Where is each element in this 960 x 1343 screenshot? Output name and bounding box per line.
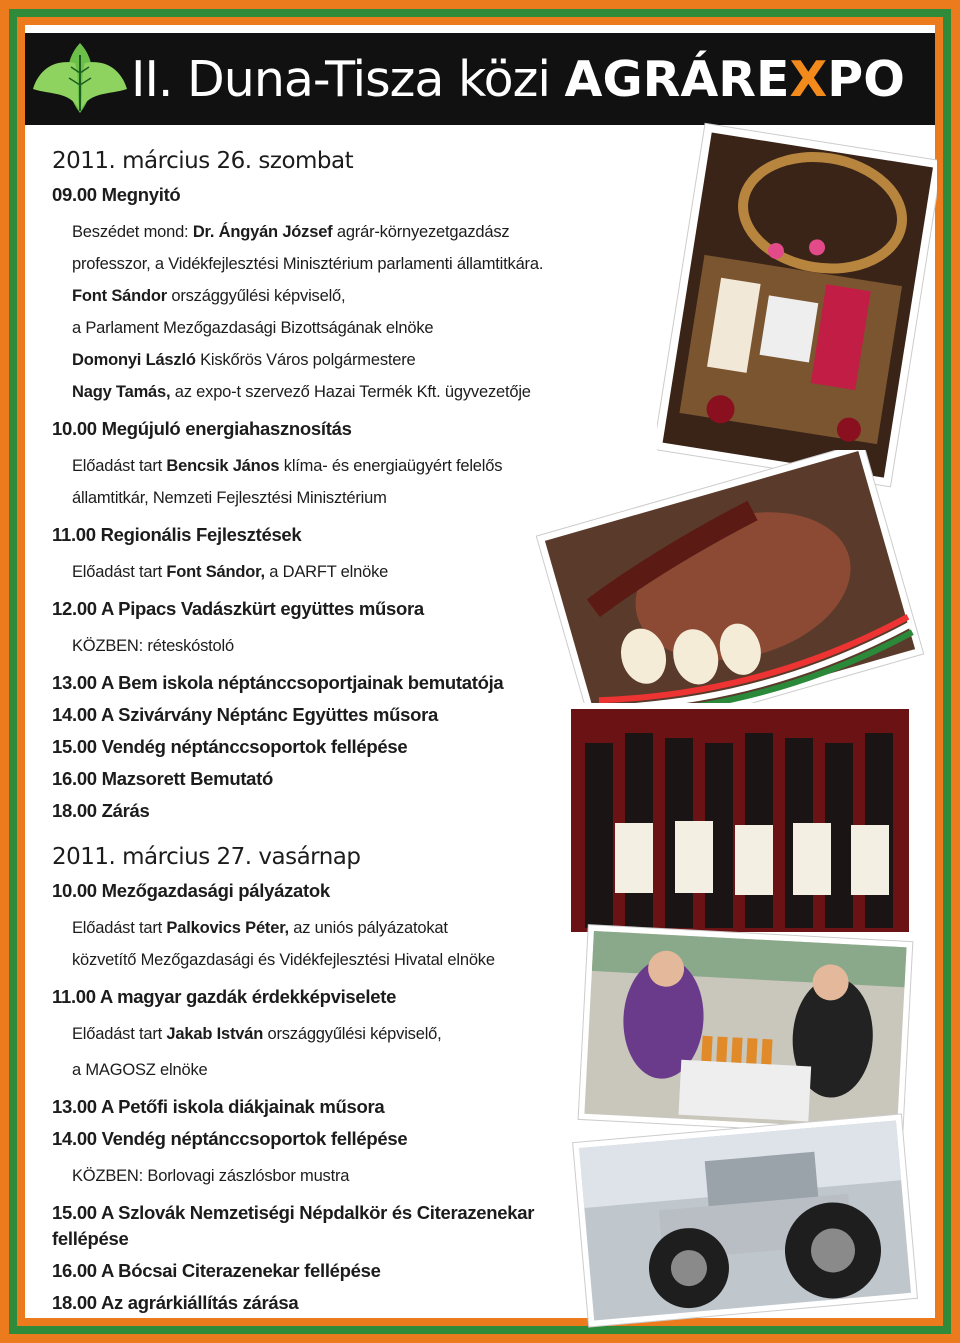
schedule <box>52 142 612 1324</box>
event-title: fellépése <box>52 1228 129 1249</box>
event-title: 13.00 A Bem iskola néptánccsoportjainak bemutatója <box>52 672 504 693</box>
event-line: Előadást tart Font Sándor, a DARFT elnöke <box>72 563 389 581</box>
event-line: államtitkár, Nemzeti Fejlesztési Minisztérium <box>72 489 387 507</box>
event-title: 16.00 Mazsorett Bemutató <box>52 768 274 789</box>
photo-bottles <box>565 703 915 938</box>
event-line: KÖZBEN: Borlovagi zászlósbor mustra <box>72 1167 350 1185</box>
event-line: professzor, a Vidékfejlesztési Minisztérium parlamenti államtitkára. <box>72 255 544 273</box>
header-banner <box>25 33 935 125</box>
header-title: II. Duna-Tisza közi AGRÁREXPO <box>131 50 905 108</box>
event-line: Beszédet mond: Dr. Ángyán József agrár-környezetgazdász <box>72 223 510 241</box>
event-line: a MAGOSZ elnöke <box>72 1061 208 1079</box>
event-title: 11.00 A magyar gazdák érdekképviselete <box>52 986 397 1007</box>
event-line: a Parlament Mezőgazdasági Bizottságának elnöke <box>72 319 434 337</box>
event-title: 09.00 Megnyitó <box>52 184 181 205</box>
day2-date: 2011. március 27. vasárnap <box>52 844 361 870</box>
event-title: 14.00 A Szivárvány Néptánc Együttes műsora <box>52 704 438 725</box>
event-line: Előadást tart Jakab István országgyűlési képviselő, <box>72 1025 442 1043</box>
event-title: 12.00 A Pipacs Vadászkürt együttes műsora <box>52 598 424 619</box>
event-line: Domonyi László Kiskőrös Város polgármestere <box>72 351 416 369</box>
event-title: 18.00 Zárás <box>52 800 150 821</box>
event-title: 15.00 Vendég néptánccsoportok fellépése <box>52 736 408 757</box>
event-title: 13.00 A Petőfi iskola diákjainak műsora <box>52 1096 385 1117</box>
photo-tractor <box>570 1113 920 1328</box>
event-title: 18.00 Az agrárkiállítás zárása <box>52 1292 299 1313</box>
event-line: Font Sándor országgyűlési képviselő, <box>72 287 346 305</box>
event-title: 10.00 Megújuló energiahasznosítás <box>52 418 352 439</box>
event-title: 10.00 Mezőgazdasági pályázatok <box>52 880 330 901</box>
event-line: közvetítő Mezőgazdasági és Vidékfejlesztési Hivatal elnöke <box>72 951 495 969</box>
photo-market <box>573 923 918 1138</box>
event-title: 16.00 A Bócsai Citerazenekar fellépése <box>52 1260 381 1281</box>
brand-name: AGRÁREXPO <box>564 50 905 108</box>
event-title: 15.00 A Szlovák Nemzetiségi Népdalkör és Citerazenekar <box>52 1202 535 1223</box>
event-line: Nagy Tamás, az expo-t szervező Hazai Termék Kft. ügyvezetője <box>72 383 531 401</box>
poster-body <box>25 25 935 1318</box>
event-line: Előadást tart Palkovics Péter, az uniós pályázatokat <box>72 919 448 937</box>
event-line: KÖZBEN: réteskóstoló <box>72 637 234 655</box>
event-line: Előadást tart Bencsik János klíma- és energiaügyért felelős <box>72 457 503 475</box>
photo-basket <box>657 120 937 500</box>
event-title: 11.00 Regionális Fejlesztések <box>52 524 302 545</box>
day1-date: 2011. március 26. szombat <box>52 148 354 174</box>
leaf-logo-icon <box>25 33 135 125</box>
event-title: 14.00 Vendég néptánccsoportok fellépése <box>52 1128 408 1149</box>
